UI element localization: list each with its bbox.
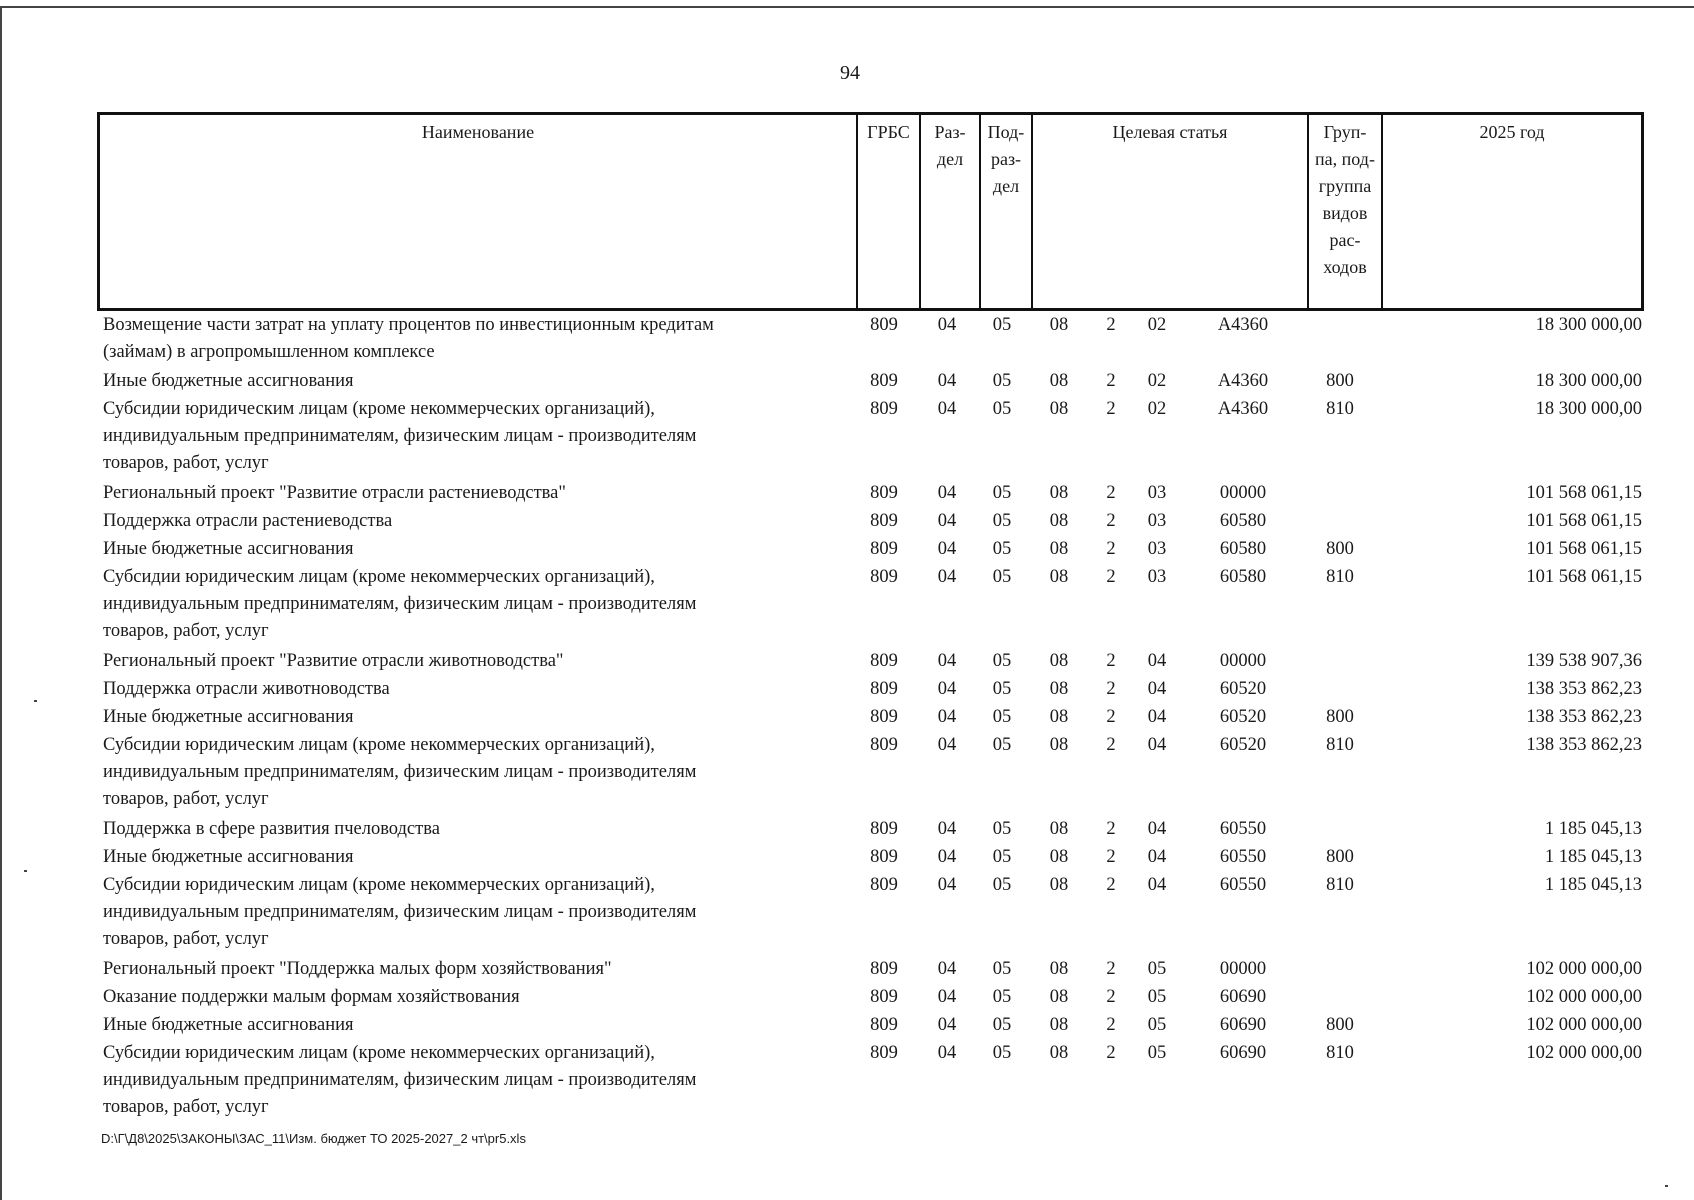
cell-rz: 04 bbox=[937, 707, 957, 727]
cell-cs4: 60520 bbox=[1219, 679, 1267, 699]
cell-cs2: 2 bbox=[1106, 399, 1116, 419]
cell-cs3: 03 bbox=[1147, 483, 1167, 503]
row-name-line: Иные бюджетные ассигнования bbox=[103, 707, 354, 727]
row-name bbox=[103, 368, 843, 395]
row-name-line: товаров, работ, услуг bbox=[103, 621, 269, 641]
header-name: Наименование bbox=[421, 122, 535, 142]
row-name bbox=[103, 480, 843, 507]
cell-rz: 04 bbox=[937, 651, 957, 671]
cell-grbs: 809 bbox=[870, 875, 898, 895]
cell-cs3: 02 bbox=[1147, 371, 1167, 391]
cell-pr: 05 bbox=[992, 819, 1012, 839]
cell-cs2: 2 bbox=[1106, 315, 1116, 335]
cell-cs1: 08 bbox=[1049, 1015, 1069, 1035]
row-name-line: Поддержка в сфере развития пчеловодства bbox=[103, 819, 440, 839]
cell-rz: 04 bbox=[937, 399, 957, 419]
row-name-line: индивидуальным предпринимателям, физическим лицам - производителям bbox=[103, 902, 697, 922]
cell-grbs: 809 bbox=[870, 987, 898, 1007]
cell-grbs: 809 bbox=[870, 399, 898, 419]
cell-grbs: 809 bbox=[870, 371, 898, 391]
row-name-line: товаров, работ, услуг bbox=[103, 1097, 269, 1117]
cell-pr: 05 bbox=[992, 875, 1012, 895]
cell-amount: 101 568 061,15 bbox=[1526, 567, 1642, 587]
row-name-line: индивидуальным предпринимателям, физическим лицам - производителям bbox=[103, 1070, 697, 1090]
cell-grbs: 809 bbox=[870, 539, 898, 559]
row-name-line: Субсидии юридическим лицам (кроме некоммерческих организаций), bbox=[103, 735, 655, 755]
cell-pr: 05 bbox=[992, 399, 1012, 419]
cell-pr: 05 bbox=[992, 1043, 1012, 1063]
row-name-line: Региональный проект "Поддержка малых форм хозяйствования" bbox=[103, 959, 612, 979]
cell-rz: 04 bbox=[937, 567, 957, 587]
cell-rz: 04 bbox=[937, 959, 957, 979]
cell-grbs: 809 bbox=[870, 735, 898, 755]
cell-amount: 138 353 862,23 bbox=[1526, 735, 1642, 755]
cell-amount: 1 185 045,13 bbox=[1544, 847, 1642, 867]
cell-cs3: 04 bbox=[1147, 847, 1167, 867]
cell-cs3: 03 bbox=[1147, 539, 1167, 559]
row-name bbox=[103, 956, 843, 983]
scan-edge-top bbox=[0, 6, 1694, 8]
cell-vr: 800 bbox=[1326, 539, 1354, 559]
cell-cs3: 05 bbox=[1147, 1043, 1167, 1063]
row-name bbox=[103, 1040, 843, 1121]
cell-vr: 810 bbox=[1326, 735, 1354, 755]
row-name bbox=[103, 984, 843, 1011]
cell-cs3: 02 bbox=[1147, 399, 1167, 419]
row-name-line: Региональный проект "Развитие отрасли растениеводства" bbox=[103, 483, 566, 503]
cell-amount: 18 300 000,00 bbox=[1535, 399, 1642, 419]
cell-amount: 101 568 061,15 bbox=[1526, 539, 1642, 559]
scan-speck bbox=[34, 700, 37, 702]
cell-cs3: 04 bbox=[1147, 875, 1167, 895]
cell-pr: 05 bbox=[992, 679, 1012, 699]
cell-rz: 04 bbox=[937, 371, 957, 391]
cell-cs4: А4360 bbox=[1217, 371, 1269, 391]
cell-cs1: 08 bbox=[1049, 679, 1069, 699]
cell-amount: 102 000 000,00 bbox=[1526, 1043, 1642, 1063]
row-name-line: (займам) в агропромышленном комплексе bbox=[103, 342, 435, 362]
cell-cs4: 60690 bbox=[1219, 1043, 1267, 1063]
cell-amount: 1 185 045,13 bbox=[1544, 819, 1642, 839]
cell-cs3: 03 bbox=[1147, 567, 1167, 587]
cell-grbs: 809 bbox=[870, 819, 898, 839]
cell-amount: 138 353 862,23 bbox=[1526, 679, 1642, 699]
cell-cs2: 2 bbox=[1106, 483, 1116, 503]
row-name-line: товаров, работ, услуг bbox=[103, 789, 269, 809]
row-name bbox=[103, 312, 843, 366]
cell-cs3: 04 bbox=[1147, 707, 1167, 727]
header-gruppa-vidov-rashodov: Груп- па, под- группа видов рас- ходов bbox=[1307, 115, 1381, 308]
cell-rz: 04 bbox=[937, 511, 957, 531]
cell-cs4: 60520 bbox=[1219, 707, 1267, 727]
cell-cs3: 04 bbox=[1147, 735, 1167, 755]
cell-amount: 101 568 061,15 bbox=[1526, 483, 1642, 503]
cell-cs1: 08 bbox=[1049, 959, 1069, 979]
cell-vr: 800 bbox=[1326, 707, 1354, 727]
row-name bbox=[103, 564, 843, 645]
cell-cs4: 00000 bbox=[1219, 483, 1267, 503]
cell-pr: 05 bbox=[992, 735, 1012, 755]
cell-amount: 102 000 000,00 bbox=[1526, 1015, 1642, 1035]
cell-cs4: 00000 bbox=[1219, 959, 1267, 979]
row-name bbox=[103, 396, 843, 477]
cell-cs1: 08 bbox=[1049, 539, 1069, 559]
table-header bbox=[97, 112, 1644, 311]
cell-amount: 18 300 000,00 bbox=[1535, 315, 1642, 335]
cell-cs1: 08 bbox=[1049, 399, 1069, 419]
cell-rz: 04 bbox=[937, 1043, 957, 1063]
cell-cs1: 08 bbox=[1049, 483, 1069, 503]
cell-cs4: А4360 bbox=[1217, 399, 1269, 419]
file-path-footer: D:\Г\Д8\2025\ЗАКОНЫ\ЗАС_11\Изм. бюджет ТО 2025-2027_2 чт\pr5.xls bbox=[101, 1131, 526, 1146]
cell-cs1: 08 bbox=[1049, 987, 1069, 1007]
cell-cs3: 04 bbox=[1147, 651, 1167, 671]
cell-pr: 05 bbox=[992, 483, 1012, 503]
cell-cs4: 60580 bbox=[1219, 511, 1267, 531]
cell-rz: 04 bbox=[937, 875, 957, 895]
row-name bbox=[103, 676, 843, 703]
cell-pr: 05 bbox=[992, 567, 1012, 587]
row-name bbox=[103, 816, 843, 843]
cell-cs3: 04 bbox=[1147, 819, 1167, 839]
cell-rz: 04 bbox=[937, 679, 957, 699]
cell-rz: 04 bbox=[937, 483, 957, 503]
cell-rz: 04 bbox=[937, 1015, 957, 1035]
cell-cs4: 00000 bbox=[1219, 651, 1267, 671]
cell-grbs: 809 bbox=[870, 1043, 898, 1063]
cell-rz: 04 bbox=[937, 819, 957, 839]
row-name-line: Иные бюджетные ассигнования bbox=[103, 1015, 354, 1035]
cell-vr: 810 bbox=[1326, 399, 1354, 419]
row-name-line: Поддержка отрасли растениеводства bbox=[103, 511, 393, 531]
scan-speck bbox=[1665, 1185, 1668, 1187]
row-name bbox=[103, 872, 843, 953]
cell-rz: 04 bbox=[937, 847, 957, 867]
cell-cs1: 08 bbox=[1049, 875, 1069, 895]
row-name bbox=[103, 508, 843, 535]
cell-amount: 138 353 862,23 bbox=[1526, 707, 1642, 727]
cell-pr: 05 bbox=[992, 371, 1012, 391]
cell-cs4: А4360 bbox=[1217, 315, 1269, 335]
cell-cs3: 05 bbox=[1147, 1015, 1167, 1035]
cell-cs3: 02 bbox=[1147, 315, 1167, 335]
cell-grbs: 809 bbox=[870, 959, 898, 979]
cell-pr: 05 bbox=[992, 987, 1012, 1007]
cell-pr: 05 bbox=[992, 847, 1012, 867]
scan-edge-left bbox=[0, 6, 2, 1200]
row-name-line: Субсидии юридическим лицам (кроме некоммерческих организаций), bbox=[103, 399, 655, 419]
cell-grbs: 809 bbox=[870, 651, 898, 671]
header-celevaya-statya: Целевая статья bbox=[1031, 115, 1307, 308]
cell-cs2: 2 bbox=[1106, 371, 1116, 391]
cell-cs4: 60580 bbox=[1219, 567, 1267, 587]
cell-vr: 810 bbox=[1326, 1043, 1354, 1063]
row-name-line: Поддержка отрасли животноводства bbox=[103, 679, 390, 699]
cell-amount: 102 000 000,00 bbox=[1526, 959, 1642, 979]
cell-cs2: 2 bbox=[1106, 735, 1116, 755]
row-name-line: товаров, работ, услуг bbox=[103, 453, 269, 473]
cell-vr: 810 bbox=[1326, 875, 1354, 895]
header-razdel: Раз- дел bbox=[919, 115, 979, 308]
cell-cs2: 2 bbox=[1106, 707, 1116, 727]
cell-vr: 800 bbox=[1326, 847, 1354, 867]
row-name-line: Субсидии юридическим лицам (кроме некоммерческих организаций), bbox=[103, 1043, 655, 1063]
cell-amount: 18 300 000,00 bbox=[1535, 371, 1642, 391]
row-name-line: Субсидии юридическим лицам (кроме некоммерческих организаций), bbox=[103, 567, 655, 587]
cell-amount: 102 000 000,00 bbox=[1526, 987, 1642, 1007]
cell-cs4: 60550 bbox=[1219, 875, 1267, 895]
cell-cs4: 60690 bbox=[1219, 1015, 1267, 1035]
cell-amount: 1 185 045,13 bbox=[1544, 875, 1642, 895]
cell-cs4: 60580 bbox=[1219, 539, 1267, 559]
cell-grbs: 809 bbox=[870, 1015, 898, 1035]
cell-pr: 05 bbox=[992, 511, 1012, 531]
cell-rz: 04 bbox=[937, 987, 957, 1007]
cell-cs1: 08 bbox=[1049, 511, 1069, 531]
cell-rz: 04 bbox=[937, 315, 957, 335]
row-name-line: Региональный проект "Развитие отрасли животноводства" bbox=[103, 651, 564, 671]
row-name-line: Иные бюджетные ассигнования bbox=[103, 847, 354, 867]
row-name-line: Возмещение части затрат на уплату процентов по инвестиционным кредитам bbox=[103, 315, 714, 335]
cell-grbs: 809 bbox=[870, 315, 898, 335]
cell-cs3: 05 bbox=[1147, 959, 1167, 979]
cell-cs3: 05 bbox=[1147, 987, 1167, 1007]
cell-cs4: 60550 bbox=[1219, 819, 1267, 839]
page-number: 94 bbox=[840, 62, 860, 84]
cell-vr: 810 bbox=[1326, 567, 1354, 587]
cell-grbs: 809 bbox=[870, 707, 898, 727]
cell-cs1: 08 bbox=[1049, 371, 1069, 391]
cell-grbs: 809 bbox=[870, 567, 898, 587]
cell-pr: 05 bbox=[992, 1015, 1012, 1035]
cell-cs2: 2 bbox=[1106, 987, 1116, 1007]
header-year: 2025 год bbox=[1381, 115, 1641, 308]
cell-cs2: 2 bbox=[1106, 819, 1116, 839]
cell-grbs: 809 bbox=[870, 483, 898, 503]
row-name-line: Оказание поддержки малым формам хозяйствования bbox=[103, 987, 520, 1007]
cell-cs1: 08 bbox=[1049, 735, 1069, 755]
row-name bbox=[103, 704, 843, 731]
row-name-line: индивидуальным предпринимателям, физическим лицам - производителям bbox=[103, 594, 697, 614]
cell-cs1: 08 bbox=[1049, 847, 1069, 867]
cell-cs2: 2 bbox=[1106, 1043, 1116, 1063]
cell-cs2: 2 bbox=[1106, 567, 1116, 587]
row-name-line: Субсидии юридическим лицам (кроме некоммерческих организаций), bbox=[103, 875, 655, 895]
cell-pr: 05 bbox=[992, 315, 1012, 335]
cell-vr: 800 bbox=[1326, 371, 1354, 391]
cell-pr: 05 bbox=[992, 707, 1012, 727]
cell-cs2: 2 bbox=[1106, 1015, 1116, 1035]
header-podrazdel: Под- раз- дел bbox=[979, 115, 1031, 308]
cell-pr: 05 bbox=[992, 539, 1012, 559]
cell-cs2: 2 bbox=[1106, 511, 1116, 531]
row-name-line: Иные бюджетные ассигнования bbox=[103, 539, 354, 559]
row-name bbox=[103, 844, 843, 871]
row-name-line: товаров, работ, услуг bbox=[103, 929, 269, 949]
cell-rz: 04 bbox=[937, 539, 957, 559]
cell-cs2: 2 bbox=[1106, 539, 1116, 559]
cell-cs2: 2 bbox=[1106, 959, 1116, 979]
row-name bbox=[103, 536, 843, 563]
row-name bbox=[103, 732, 843, 813]
cell-amount: 139 538 907,36 bbox=[1526, 651, 1642, 671]
cell-cs1: 08 bbox=[1049, 567, 1069, 587]
cell-cs1: 08 bbox=[1049, 707, 1069, 727]
cell-grbs: 809 bbox=[870, 679, 898, 699]
row-name-line: Иные бюджетные ассигнования bbox=[103, 371, 354, 391]
cell-cs3: 04 bbox=[1147, 679, 1167, 699]
cell-rz: 04 bbox=[937, 735, 957, 755]
row-name-line: индивидуальным предпринимателям, физическим лицам - производителям bbox=[103, 762, 697, 782]
cell-cs2: 2 bbox=[1106, 875, 1116, 895]
cell-cs1: 08 bbox=[1049, 819, 1069, 839]
cell-cs4: 60520 bbox=[1219, 735, 1267, 755]
cell-cs1: 08 bbox=[1049, 1043, 1069, 1063]
cell-grbs: 809 bbox=[870, 511, 898, 531]
row-name bbox=[103, 1012, 843, 1039]
cell-cs4: 60550 bbox=[1219, 847, 1267, 867]
cell-grbs: 809 bbox=[870, 847, 898, 867]
header-grbs: ГРБС bbox=[856, 115, 919, 308]
cell-cs2: 2 bbox=[1106, 847, 1116, 867]
cell-cs3: 03 bbox=[1147, 511, 1167, 531]
cell-cs1: 08 bbox=[1049, 651, 1069, 671]
cell-pr: 05 bbox=[992, 959, 1012, 979]
cell-cs4: 60690 bbox=[1219, 987, 1267, 1007]
scan-speck bbox=[24, 870, 27, 872]
row-name bbox=[103, 648, 843, 675]
cell-cs1: 08 bbox=[1049, 315, 1069, 335]
row-name-line: индивидуальным предпринимателям, физическим лицам - производителям bbox=[103, 426, 697, 446]
cell-amount: 101 568 061,15 bbox=[1526, 511, 1642, 531]
cell-cs2: 2 bbox=[1106, 679, 1116, 699]
cell-cs2: 2 bbox=[1106, 651, 1116, 671]
cell-vr: 800 bbox=[1326, 1015, 1354, 1035]
cell-pr: 05 bbox=[992, 651, 1012, 671]
